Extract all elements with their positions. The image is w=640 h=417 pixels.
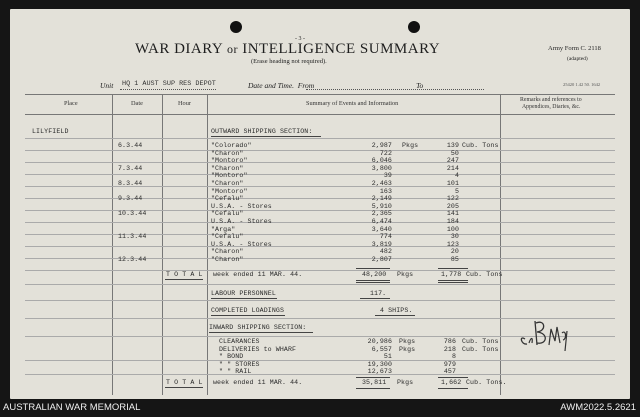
row-pkgs: 163	[379, 187, 392, 195]
labour-underline	[211, 298, 277, 299]
row-ship: "Montoro"	[211, 157, 248, 165]
row-rule	[25, 162, 615, 163]
handwritten-signature	[515, 315, 575, 355]
row-pkgs: 2,365	[371, 210, 392, 218]
col-divider	[207, 94, 208, 395]
row-rule	[25, 360, 615, 361]
row-cub: 214	[446, 164, 459, 172]
heading-underline	[211, 136, 321, 137]
row-pkgs: 722	[379, 149, 392, 157]
row-pkgs: 3,800	[371, 164, 392, 172]
inward-heading: INWARD SHIPPING SECTION:	[209, 324, 307, 331]
title-part1: WAR DIARY	[135, 41, 223, 57]
row-pkgs: 39	[383, 172, 392, 180]
row-ship: U.S.A. - Stores	[211, 240, 272, 248]
row-cub: 184	[446, 218, 459, 225]
row-cub: 4	[454, 172, 459, 180]
to-label: To	[416, 81, 424, 90]
row-cub: 85	[450, 256, 459, 263]
table-top-rule	[25, 94, 615, 95]
row-rule	[25, 284, 615, 285]
inward-heading-underline	[209, 332, 313, 333]
binder-hole	[230, 21, 242, 33]
outward-total-pkgs: 48,200	[362, 271, 387, 278]
inward-row-cub: 786	[443, 338, 456, 345]
inward-total-rule	[438, 377, 468, 378]
completed-value-underline	[375, 315, 415, 316]
row-pkgs: 5,910	[371, 202, 392, 210]
row-cub: 101	[446, 180, 459, 187]
col-divider	[162, 94, 163, 395]
row-pkgs: 6,474	[371, 218, 392, 225]
col-header-hour: Hour	[178, 100, 191, 107]
footer-reference: AWM2022.5.2621	[560, 402, 636, 413]
outward-heading: OUTWARD SHIPPING SECTION:	[211, 128, 313, 135]
row-cub: 5	[454, 187, 459, 195]
row-rule	[25, 198, 615, 199]
row-ship: "Charon"	[211, 256, 244, 263]
row-ship: "Colorado"	[211, 142, 252, 149]
erase-note: (Erase heading not required).	[251, 58, 327, 65]
date-underline	[306, 89, 484, 90]
row-pkgs: 2,149	[371, 195, 392, 203]
inward-row-cub: 979	[443, 360, 456, 368]
row-cub: 100	[446, 225, 459, 233]
inward-row-pkgs: 6,557	[371, 345, 392, 353]
page-title	[135, 41, 440, 58]
from-label: From	[297, 81, 315, 90]
col-header-date: Date	[131, 100, 143, 107]
inward-row-pkgs: 20,986	[367, 338, 392, 345]
row-ship: "Cefalu"	[211, 210, 244, 218]
row-ship: "Montoro"	[211, 172, 248, 180]
row-date: 11.3.44	[118, 233, 147, 241]
total-rule	[438, 268, 468, 269]
row-rule	[25, 174, 615, 175]
row-pkgs: 3,640	[371, 225, 392, 233]
row-date: 7.3.44	[118, 164, 143, 172]
unit-label: Unit	[100, 81, 114, 90]
inward-row-cub: 218	[443, 345, 456, 353]
row-rule	[25, 186, 615, 187]
row-ship: "Arga"	[211, 225, 236, 233]
row-ship: "Charon"	[211, 180, 244, 187]
inward-total-cub: 1,662	[441, 379, 462, 386]
row-cub: 205	[446, 202, 459, 210]
row-ship: "Charon"	[211, 248, 244, 256]
row-ship: "Cefalu"	[211, 195, 244, 203]
row-pkgs: 6,046	[371, 157, 392, 165]
title-or: or	[226, 42, 238, 56]
outward-total-cub-unit: Cub. Tons	[466, 271, 503, 278]
footer-archive-name: AUSTRALIAN WAR MEMORIAL	[3, 402, 141, 413]
inward-row-pkgs: 19,300	[367, 360, 392, 368]
inward-total-pkgs: 35,811	[362, 379, 387, 386]
inward-row-pkgs: 51	[383, 353, 392, 361]
row-ship: "Charon"	[211, 149, 244, 157]
row-cub: 20	[450, 248, 459, 256]
inward-total-double-rule	[356, 388, 390, 389]
row-rule	[25, 374, 615, 375]
date-time-text: Date and Time.	[248, 81, 295, 90]
inward-row-label: " " RAIL	[219, 368, 252, 376]
row-cub: 139	[446, 142, 459, 149]
row-rule	[25, 210, 615, 211]
row-pkgs: 774	[379, 233, 392, 241]
row-pkgs: 2,807	[371, 256, 392, 263]
inward-total-double-rule	[438, 388, 468, 389]
row-rule	[25, 258, 615, 259]
inward-total-underline	[165, 387, 203, 388]
form-reference: Army Form C. 2118	[548, 45, 601, 52]
print-code: 25420 1.42 50. 1642	[563, 82, 601, 87]
inward-total-text: week ended 11 MAR. 44.	[213, 379, 303, 386]
row-cub: 123	[446, 240, 459, 248]
labour-value: 117.	[370, 290, 387, 297]
outward-total-text: week ended 11 MAR. 44.	[213, 271, 303, 278]
completed-underline	[211, 315, 285, 316]
row-pkgs: 2,987	[371, 142, 392, 149]
row-rule	[25, 270, 615, 271]
labour-label: LABOUR PERSONNEL	[211, 290, 276, 297]
row-date: 6.3.44	[118, 142, 143, 149]
row-date: 10.3.44	[118, 210, 147, 218]
row-rule	[25, 150, 615, 151]
row-pkgs-unit: Pkgs	[402, 142, 419, 149]
row-rule	[25, 246, 615, 247]
completed-label: COMPLETED LOADINGS	[211, 307, 285, 314]
col-header-remarks-2: Appendices, Diaries, &c.	[522, 104, 581, 110]
total-rule	[356, 268, 390, 269]
row-date: 8.3.44	[118, 180, 143, 187]
row-date: 9.3.44	[118, 195, 143, 203]
outward-total-pkgs-unit: Pkgs	[397, 271, 414, 278]
row-cub: 122	[446, 195, 459, 203]
col-header-remarks-1: Remarks and references to	[520, 97, 582, 103]
inward-row-label: DELIVERIES to WHARF	[219, 345, 297, 353]
inward-row-label: CLEARANCES	[219, 338, 260, 345]
inward-row-label: " BOND	[219, 353, 244, 361]
inward-total-cub-unit: Cub. Tons.	[466, 379, 507, 386]
total-double-rule	[438, 280, 468, 281]
row-cub: 50	[450, 149, 459, 157]
binder-hole	[408, 21, 420, 33]
page-number: - 3 -	[295, 36, 305, 42]
col-header-place: Place	[64, 100, 78, 107]
row-rule	[25, 222, 615, 223]
col-header-summary: Summary of Events and Information	[306, 100, 399, 107]
row-ship: "Charon"	[211, 164, 244, 172]
row-rule	[25, 234, 615, 235]
row-date: 12.3.44	[118, 256, 147, 263]
row-ship: "Cefalu"	[211, 233, 244, 241]
row-pkgs: 3,819	[371, 240, 392, 248]
row-cub: 141	[446, 210, 459, 218]
header-rule	[25, 114, 615, 115]
form-adapted: (adapted)	[567, 56, 588, 62]
inward-row-pkgs-unit: Pkgs	[399, 345, 416, 353]
row-pkgs: 2,463	[371, 180, 392, 187]
inward-total-rule	[356, 377, 390, 378]
inward-row-cub: 457	[443, 368, 456, 376]
inward-row-pkgs-unit: Pkgs	[399, 338, 416, 345]
inward-row-label: " " STORES	[219, 360, 260, 368]
inward-row-cub-unit: Cub. Tons	[462, 345, 499, 353]
labour-value-underline	[360, 298, 390, 299]
total-double-rule	[438, 282, 468, 283]
row-ship: U.S.A. - Stores	[211, 202, 272, 210]
row-ship: U.S.A. - Stores	[211, 218, 272, 225]
total-double-rule	[356, 282, 390, 283]
place-name: LILYFIELD	[32, 128, 69, 135]
inward-total-label: T O T A L	[166, 379, 203, 386]
completed-value: 4 SHIPS.	[380, 307, 413, 314]
row-cub: 247	[446, 157, 459, 165]
title-part2: INTELLIGENCE SUMMARY	[242, 41, 441, 57]
unit-value: HQ 1 AUST SUP RES DEPOT	[122, 80, 216, 88]
inward-row-pkgs: 12,673	[367, 368, 392, 376]
row-cub: 30	[450, 233, 459, 241]
row-cub-unit: Cub. Tons	[462, 142, 499, 149]
inward-total-pkgs-unit: Pkgs	[397, 379, 414, 386]
row-pkgs: 482	[379, 248, 392, 256]
row-rule	[25, 300, 615, 301]
total-double-rule	[356, 280, 390, 281]
col-divider	[112, 94, 113, 395]
outward-total-label: T O T A L	[166, 271, 203, 278]
outward-total-cub: 1,778	[441, 271, 462, 278]
inward-row-cub-unit: Cub. Tons	[462, 338, 499, 345]
inward-row-cub: 8	[451, 353, 456, 361]
unit-underline	[120, 89, 216, 90]
col-divider	[500, 94, 501, 395]
row-ship: "Montoro"	[211, 187, 248, 195]
row-rule	[25, 138, 615, 139]
total-underline	[165, 279, 203, 280]
